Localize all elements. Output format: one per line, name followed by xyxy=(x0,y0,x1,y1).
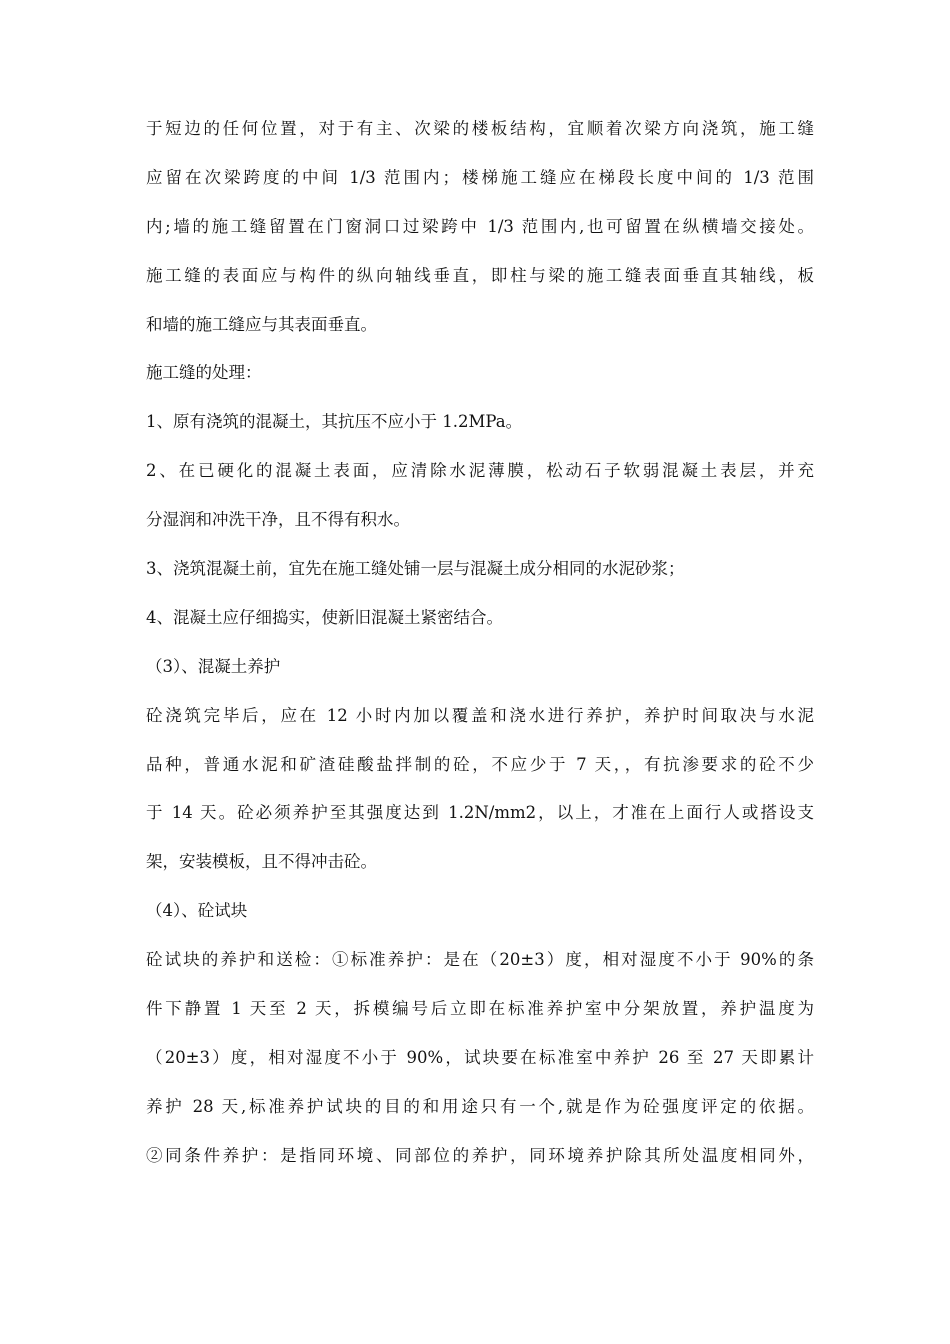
text-line: 品种，普通水泥和矿渣硅酸盐拌制的砼，不应少于 7 天，，有抗渗要求的砼不少 xyxy=(146,754,814,774)
text-line: 砼试块的养护和送检：①标准养护：是在（20±3）度，相对湿度不小于 90%的条 xyxy=(146,950,814,970)
list-item: 3、浇筑混凝土前，宜先在施工缝处铺一层与混凝土成分相同的水泥砂浆； xyxy=(146,559,685,579)
text-line: 应留在次梁跨度的中间 1/3 范围内；楼梯施工缝应在梯段长度中间的 1/3 范围 xyxy=(146,167,814,187)
list-item: 4、混凝土应仔细捣实，使新旧混凝土紧密结合。 xyxy=(146,607,503,627)
text-line: （20±3）度，相对湿度不小于 90%，试块要在标准室中养护 26 至 27 天即累计 xyxy=(146,1047,814,1067)
text-line: 分湿润和冲洗干净，且不得有积水。 xyxy=(146,510,410,530)
text-line: 施工缝的表面应与构件的纵向轴线垂直，即柱与梁的施工缝表面垂直其轴线，板 xyxy=(146,265,814,285)
section-heading: （4）、砼试块 xyxy=(146,901,248,921)
text-line: 件下静置 1 天至 2 天，拆模编号后立即在标准养护室中分架放置，养护温度为 xyxy=(146,999,814,1019)
text-line: 砼浇筑完毕后，应在 12 小时内加以覆盖和浇水进行养护，养护时间取决与水泥 xyxy=(146,705,814,725)
text-line: 架，安装模板，且不得冲击砼。 xyxy=(146,852,377,872)
list-item: 1、原有浇筑的混凝土，其抗压不应小于 1.2MPa。 xyxy=(146,412,523,432)
text-line: 内;墙的施工缝留置在门窗洞口过梁跨中 1/3 范围内,也可留置在纵横墙交接处。 xyxy=(146,216,814,236)
section-heading: （3）、混凝土养护 xyxy=(146,656,281,676)
list-item: 2、在已硬化的混凝土表面，应清除水泥薄膜，松动石子软弱混凝土表层，并充 xyxy=(146,461,814,481)
text-line: 和墙的施工缝应与其表面垂直。 xyxy=(146,314,377,334)
text-line: 于短边的任何位置，对于有主、次梁的楼板结构，宜顺着次梁方向浇筑，施工缝 xyxy=(146,119,814,138)
text-line: ②同条件养护：是指同环境、同部位的养护，同环境养护除其所处温度相同外， xyxy=(146,1145,814,1165)
text-line: 养护 28 天,标准养护试块的目的和用途只有一个,就是作为砼强度评定的依据。 xyxy=(146,1096,814,1116)
section-label: 施工缝的处理： xyxy=(146,363,262,383)
text-line: 于 14 天。砼必须养护至其强度达到 1.2N/mm2，以上，才准在上面行人或搭设支 xyxy=(146,803,814,823)
